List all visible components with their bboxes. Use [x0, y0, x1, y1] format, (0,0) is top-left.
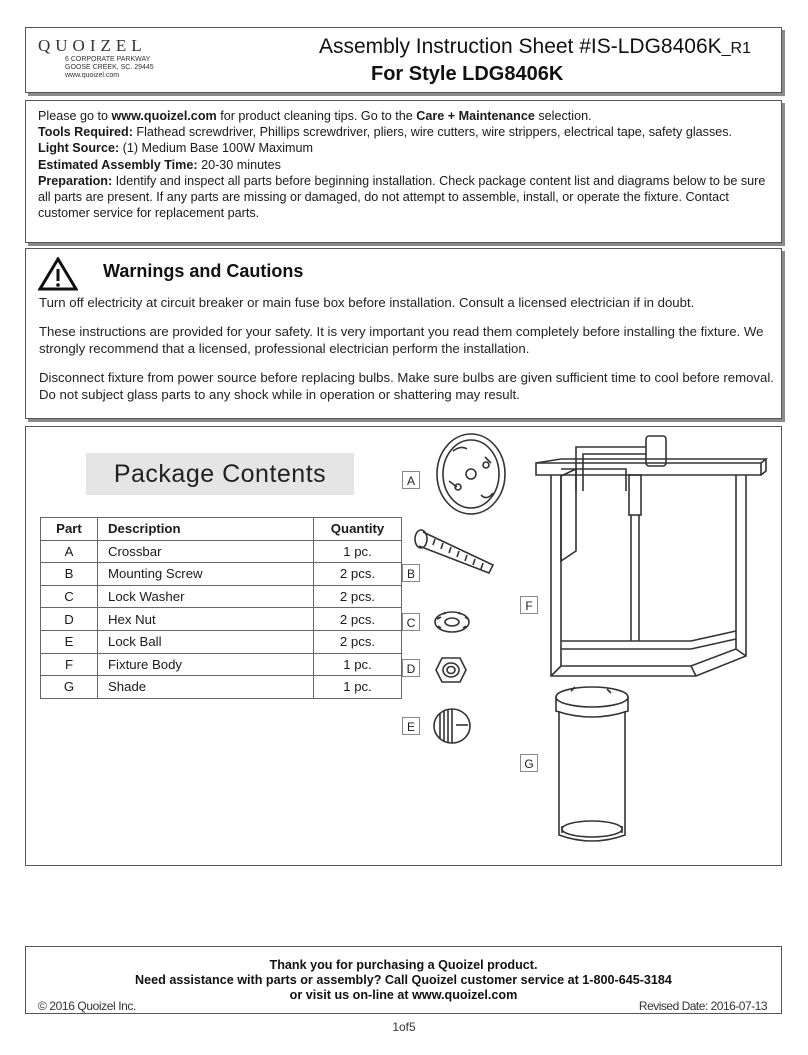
warnings-title: Warnings and Cautions	[103, 261, 304, 281]
quoizel-logo	[38, 36, 154, 80]
header	[25, 27, 782, 93]
lock-ball-illustration	[430, 707, 474, 745]
part-letter: C	[41, 585, 98, 608]
table-row	[41, 653, 402, 676]
part-quantity: 1 pc.	[314, 676, 402, 699]
table-row	[41, 540, 402, 563]
time-label: Estimated Assembly Time:	[38, 157, 198, 172]
info-text: for product cleaning tips. Go to the	[216, 109, 417, 123]
part-description: Shade	[98, 676, 314, 699]
footer	[25, 946, 782, 1014]
part-description: Hex Nut	[98, 608, 314, 631]
table-row	[41, 676, 402, 699]
preparation	[38, 173, 769, 222]
part-quantity: 1 pc.	[314, 540, 402, 563]
part-letter: E	[41, 630, 98, 653]
part-quantity: 2 pcs.	[314, 630, 402, 653]
part-letter: G	[41, 676, 98, 699]
copyright: © 2016 Quoizel Inc.	[38, 999, 136, 1013]
warning-triangle-icon	[38, 257, 78, 291]
part-letter: F	[41, 653, 98, 676]
lock-washer-illustration	[432, 609, 472, 635]
assembly-time	[38, 157, 769, 173]
parts-table-header	[41, 518, 402, 541]
quoizel-url: www.quoizel.com	[111, 109, 217, 123]
part-description: Lock Washer	[98, 585, 314, 608]
warning-safety: These instructions are provided for your safety. It is very important you read them completely before installing the fixture. We strongly recommend that a licensed, professional electrician perform the installation.	[39, 324, 764, 356]
thanks-line: Thank you for purchasing a Quoizel product.	[269, 958, 538, 972]
col-quantity: Quantity	[314, 518, 402, 541]
sheet-revision: _R1	[721, 40, 751, 57]
table-row	[41, 630, 402, 653]
tools-label: Tools Required:	[38, 125, 133, 140]
info-text: Please go to	[38, 109, 112, 123]
label-f: F	[520, 596, 538, 614]
tools-value: Flathead screwdriver, Phillips screwdriver, pliers, wire cutters, wire strippers, electrical tape, safety glasses.	[132, 125, 733, 140]
time-value: 20-30 minutes	[197, 157, 281, 172]
part-quantity: 1 pc.	[314, 653, 402, 676]
light-label: Light Source:	[38, 141, 120, 156]
table-row	[41, 608, 402, 631]
logo-website: www.quoizel.com	[65, 72, 120, 79]
part-quantity: 2 pcs.	[314, 563, 402, 586]
info-website-line	[38, 108, 769, 124]
page-number: 1of5	[392, 1020, 416, 1034]
col-part: Part	[41, 518, 98, 541]
part-letter: B	[41, 563, 98, 586]
info-text: selection.	[534, 109, 592, 123]
part-quantity: 2 pcs.	[314, 585, 402, 608]
prep-label: Preparation:	[38, 173, 113, 188]
light-source	[38, 140, 769, 156]
info-panel	[25, 100, 782, 243]
care-maintenance-label: Care + Maintenance	[416, 109, 535, 123]
warning-bulbs: Disconnect fixture from power source before replacing bulbs. Make sure bulbs are given sufficient time to cool before removal. Do not subject glass parts to any shock while in operation or shattering may result.	[39, 370, 774, 402]
table-row	[41, 563, 402, 586]
part-description: Fixture Body	[98, 653, 314, 676]
fixture-body-illustration	[531, 431, 771, 679]
part-quantity: 2 pcs.	[314, 608, 402, 631]
part-description: Lock Ball	[98, 630, 314, 653]
hex-nut-illustration	[434, 655, 468, 685]
mounting-screw-illustration	[411, 527, 499, 579]
crossbar-illustration	[431, 429, 511, 519]
label-c: C	[402, 613, 420, 631]
address-line-2: GOOSE CREEK, SC. 29445	[65, 64, 154, 71]
assistance-line: Need assistance with parts or assembly? Call Quoizel customer service at 1-800-645-3184	[135, 973, 672, 987]
prep-value: Identify and inspect all parts before beginning installation. Check package content list and diagrams below to be sure all parts are present. If any parts are missing or damaged, do not attempt to assemble, install, or operate the fixture. Contact customer service for replacement parts.	[38, 173, 766, 221]
warnings-panel	[25, 248, 782, 419]
part-letter: A	[41, 540, 98, 563]
col-description: Description	[98, 518, 314, 541]
revised-date: Revised Date: 2016-07-13	[638, 999, 767, 1013]
tools-required	[38, 124, 769, 140]
sheet-title-text: Assembly Instruction Sheet #IS-LDG8406K	[318, 35, 722, 58]
address-line-1: 6 CORPORATE PARKWAY	[65, 56, 151, 63]
warning-power: Turn off electricity at circuit breaker or main fuse box before installation. Consult a licensed electrician if in doubt.	[39, 295, 695, 310]
online-line: or visit us on-line at www.quoizel.com	[289, 988, 518, 1002]
label-b: B	[402, 564, 420, 582]
part-description: Mounting Screw	[98, 563, 314, 586]
part-letter: D	[41, 608, 98, 631]
table-row	[41, 585, 402, 608]
package-contents-title: Package Contents	[86, 453, 354, 495]
style-title: For Style LDG8406K	[371, 63, 564, 85]
label-e: E	[402, 717, 420, 735]
label-d: D	[402, 659, 420, 677]
part-description: Crossbar	[98, 540, 314, 563]
shade-illustration	[551, 683, 633, 845]
logo-name: QUOIZEL	[38, 36, 147, 55]
label-a: A	[402, 471, 420, 489]
label-g: G	[520, 754, 538, 772]
sheet-title	[319, 35, 751, 59]
parts-table	[40, 517, 402, 699]
light-value: (1) Medium Base 100W Maximum	[119, 141, 314, 156]
package-contents-panel	[25, 426, 782, 866]
